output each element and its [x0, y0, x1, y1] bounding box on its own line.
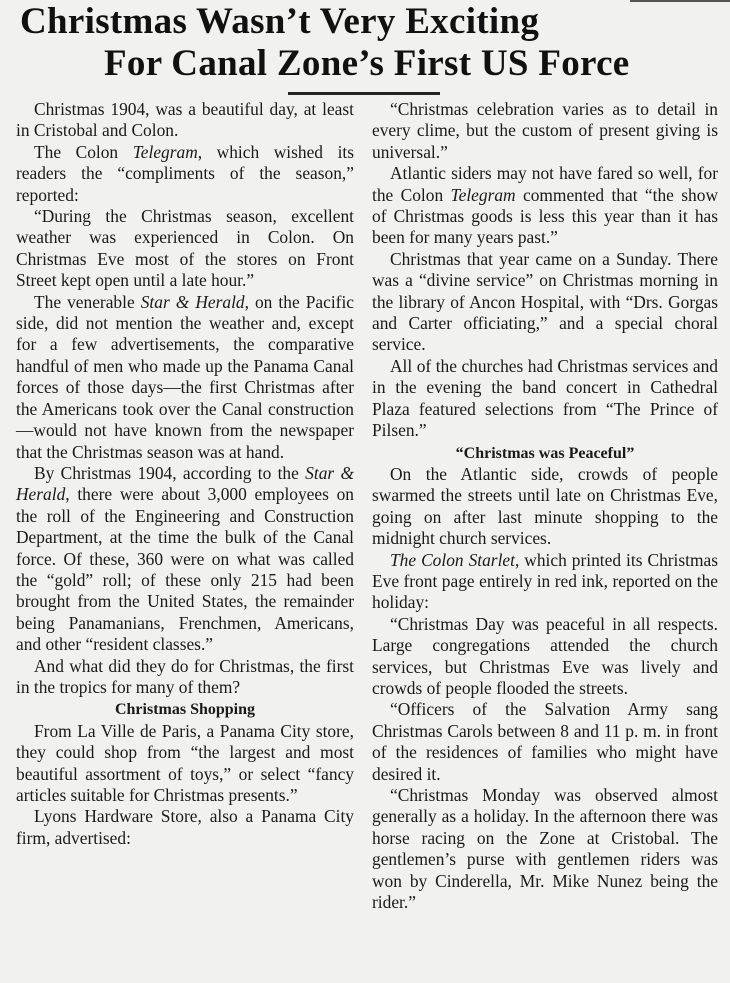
subheading: “Christmas was Peaceful”	[455, 444, 635, 462]
paragraph: “Christmas celebration varies as to detail in every clime, but the custom of present giving is universal.”	[372, 99, 718, 162]
paragraph: And what did they do for Christmas, the first in the tropics for many of them?	[16, 655, 354, 697]
headline-line-1: Christmas Wasn’t Very Exciting	[20, 1, 540, 42]
clipping-edge-rule	[630, 0, 730, 2]
right-column	[372, 99, 718, 913]
paragraph: Lyons Hardware Store, also a Panama City firm, advertised:	[16, 806, 354, 848]
paragraph: The Colon Telegram, which wished its readers the “compliments of the season,” reported:	[16, 141, 354, 205]
paragraph: The Colon Starlet, which printed its Christmas Eve front page entirely in red ink, reported on the holiday:	[372, 549, 719, 613]
paragraph: On the Atlantic side, crowds of people swarmed the streets until late on Christmas Eve, going on after last minute shopping to the midnight church services.	[372, 463, 718, 549]
paragraph: “Officers of the Salvation Army sang Christmas Carols between 8 and 11 p. m. in front of the residences of families who might have desired it.	[372, 699, 718, 784]
paragraph: Atlantic siders may not have fared so well, for the Colon Telegram commented that “the show of Christmas goods is less this year than it has been for many years past.”	[372, 163, 718, 248]
paragraph: The venerable Star & Herald, on the Pacific side, did not mention the weather and, except for a few advertisements, the comparative handful of men who made up the Panama Canal forces of those days—the first Christmas after the Americans took over the Canal construction—would not have known from the newspaper that the Christmas season was at hand.	[16, 291, 354, 462]
subheading: Christmas Shopping	[114, 701, 256, 719]
paragraph: All of the churches had Christmas services and in the evening the band concert in Cathedral Plaza featured selections from “The Prince of Pilsen.”	[372, 355, 718, 441]
headline-line-2: For Canal Zone’s First US Force	[104, 43, 630, 84]
paragraph: “During the Christmas season, excellent weather was experienced in Colon. On Christmas Eve most of the stores on Front Street kept open until a late hour.”	[16, 206, 354, 291]
paragraph: Christmas that year came on a Sunday. There was a “divine service” on Christmas morning in the library of Ancon Hospital, with “Drs. Gorgas and Carter officiating,” and a special choral service.	[372, 248, 718, 355]
paragraph: From La Ville de Paris, a Panama City store, they could shop from “the largest and most beautiful assortment of toys,” or select “fancy articles suitable for Christmas presents.”	[16, 720, 354, 805]
paragraph: By Christmas 1904, according to the Star & Herald, there were about 3,000 employees on the roll of the Engineering and Construction Department, at the time the bulk of the Canal force. Of these, 360 were on what was called the “gold” roll; of these only 215 had been brought from the United States, the remainder being Panamanians, Frenchmen, Americans, and other “resident classes.”	[16, 462, 355, 655]
paragraph: “Christmas Monday was observed almost generally as a holiday. In the afternoon there was horse racing on the Zone at Cristobal. The gentlemen’s purse with gentlemen riders was won by Cinderella, Mr. Mike Nunez being the rider.”	[372, 785, 718, 913]
left-column	[16, 99, 354, 849]
headline-divider	[288, 92, 440, 95]
paragraph: Christmas 1904, was a beautiful day, at least in Cristobal and Colon.	[16, 99, 354, 141]
paragraph: “Christmas Day was peaceful in all respects. Large congregations attended the church services, but Christmas Eve was lively and crowds of people flooded the streets.	[372, 613, 718, 698]
